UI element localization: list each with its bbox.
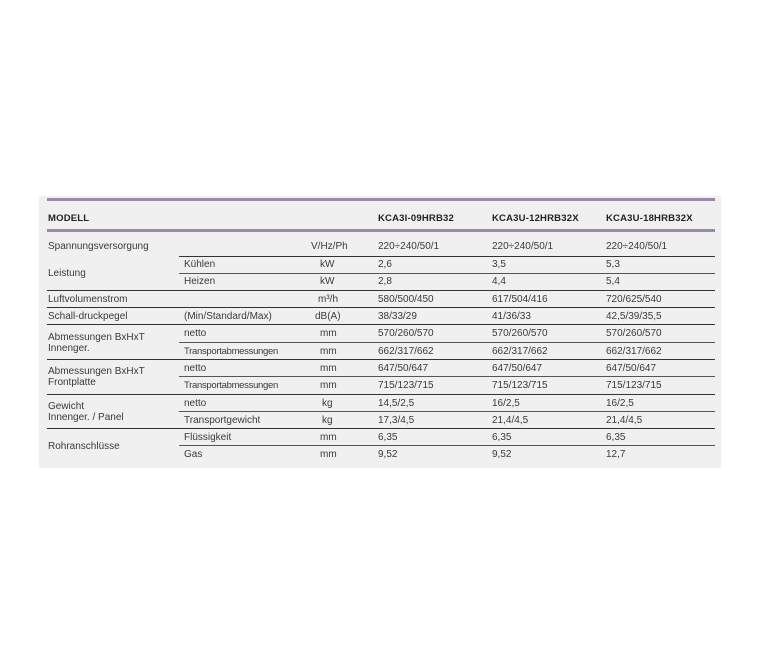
row-label-schall: Schall-druckpegel: [48, 311, 128, 322]
row-value: 220÷240/50/1: [492, 241, 554, 252]
row-unit: mm: [320, 449, 337, 460]
group-label-abm-front: Abmessungen BxHxT: [48, 366, 145, 377]
row-value: 14,5/2,5: [378, 398, 415, 409]
row-value: 9,52: [378, 449, 398, 460]
row-sub-label: Transportabmessungen: [184, 380, 278, 391]
row-sub-label: Transportabmessungen: [184, 346, 278, 357]
row-divider: [47, 324, 715, 325]
row-value: 2,8: [378, 276, 392, 287]
row-value: 5,4: [606, 276, 620, 287]
row-value: 17,3/4,5: [378, 415, 415, 426]
row-sub-label: Transportgewicht: [184, 415, 261, 426]
group-label-gewicht: Gewicht: [48, 401, 85, 412]
row-divider: [179, 376, 715, 377]
row-sub-label: netto: [184, 398, 207, 409]
row-unit: V/Hz/Ph: [311, 241, 348, 252]
row-value: 715/123/715: [378, 380, 434, 391]
row-unit: mm: [320, 328, 337, 339]
row-divider: [47, 394, 715, 395]
row-divider: [47, 359, 715, 360]
model-header-3: KCA3U-18HRB32X: [606, 213, 693, 224]
row-unit: mm: [320, 363, 337, 374]
row-value: 6,35: [378, 432, 398, 443]
row-unit: m³/h: [318, 294, 338, 305]
row-divider: [179, 342, 715, 343]
model-header-label: MODELL: [48, 213, 90, 224]
row-value: 41/36/33: [492, 311, 531, 322]
row-unit: mm: [320, 346, 337, 357]
row-value: 2,6: [378, 259, 392, 270]
row-divider: [47, 428, 715, 429]
row-value: 662/317/662: [606, 346, 662, 357]
row-sub-label: Flüssigkeit: [184, 432, 232, 443]
row-divider: [179, 256, 715, 257]
row-label-leistung: Leistung: [48, 268, 86, 279]
row-unit: kW: [320, 259, 335, 270]
row-label-luft: Luftvolumenstrom: [48, 294, 128, 305]
row-sub-label: Gas: [184, 449, 203, 460]
row-value: 38/33/29: [378, 311, 417, 322]
row-value: 6,35: [606, 432, 626, 443]
header-bottom-rule: [47, 229, 715, 232]
row-value: 570/260/570: [606, 328, 662, 339]
row-value: 647/50/647: [606, 363, 657, 374]
header-top-rule: [47, 198, 715, 201]
row-value: 9,52: [492, 449, 512, 460]
row-value: 647/50/647: [492, 363, 543, 374]
row-value: 715/123/715: [492, 380, 548, 391]
row-unit: mm: [320, 432, 337, 443]
row-unit: kg: [322, 398, 333, 409]
row-unit: kW: [320, 276, 335, 287]
row-value: 715/123/715: [606, 380, 662, 391]
row-value: 662/317/662: [492, 346, 548, 357]
row-value: 4,4: [492, 276, 506, 287]
row-value: 617/504/416: [492, 294, 548, 305]
row-value: 580/500/450: [378, 294, 434, 305]
row-divider: [47, 290, 715, 291]
row-divider: [179, 411, 715, 412]
row-value: 16/2,5: [492, 398, 520, 409]
row-value: 3,5: [492, 259, 506, 270]
row-divider: [179, 273, 715, 274]
model-header-2: KCA3U-12HRB32X: [492, 213, 579, 224]
spec-table: [39, 196, 721, 468]
row-value: 570/260/570: [378, 328, 434, 339]
row-value: 12,7: [606, 449, 626, 460]
row-divider: [47, 307, 715, 308]
row-value: 5,3: [606, 259, 620, 270]
row-unit: dB(A): [315, 311, 341, 322]
row-value: 42,5/39/35,5: [606, 311, 662, 322]
group-label-abm-front: Frontplatte: [48, 377, 96, 388]
row-value: 6,35: [492, 432, 512, 443]
row-value: 220÷240/50/1: [378, 241, 440, 252]
row-unit: kg: [322, 415, 333, 426]
row-label-spannung: Spannungsversorgung: [48, 241, 149, 252]
row-value: 570/260/570: [492, 328, 548, 339]
row-value: 16/2,5: [606, 398, 634, 409]
row-value: 21,4/4,5: [492, 415, 529, 426]
row-sub-label: netto: [184, 363, 207, 374]
row-value: 647/50/647: [378, 363, 429, 374]
row-sub-label: (Min/Standard/Max): [184, 311, 272, 322]
group-label-gewicht: Innenger. / Panel: [48, 412, 124, 423]
row-sub-label: netto: [184, 328, 207, 339]
row-sub-label: Heizen: [184, 276, 216, 287]
row-unit: mm: [320, 380, 337, 391]
row-value: 220÷240/50/1: [606, 241, 668, 252]
group-label-abm-innen: Innenger.: [48, 343, 90, 354]
row-sub-label: Kühlen: [184, 259, 216, 270]
group-label-rohr: Rohranschlüsse: [48, 441, 120, 452]
row-value: 21,4/4,5: [606, 415, 643, 426]
row-divider: [179, 445, 715, 446]
row-value: 662/317/662: [378, 346, 434, 357]
group-label-abm-innen: Abmessungen BxHxT: [48, 332, 145, 343]
model-header-1: KCA3I-09HRB32: [378, 213, 454, 224]
row-value: 720/625/540: [606, 294, 662, 305]
